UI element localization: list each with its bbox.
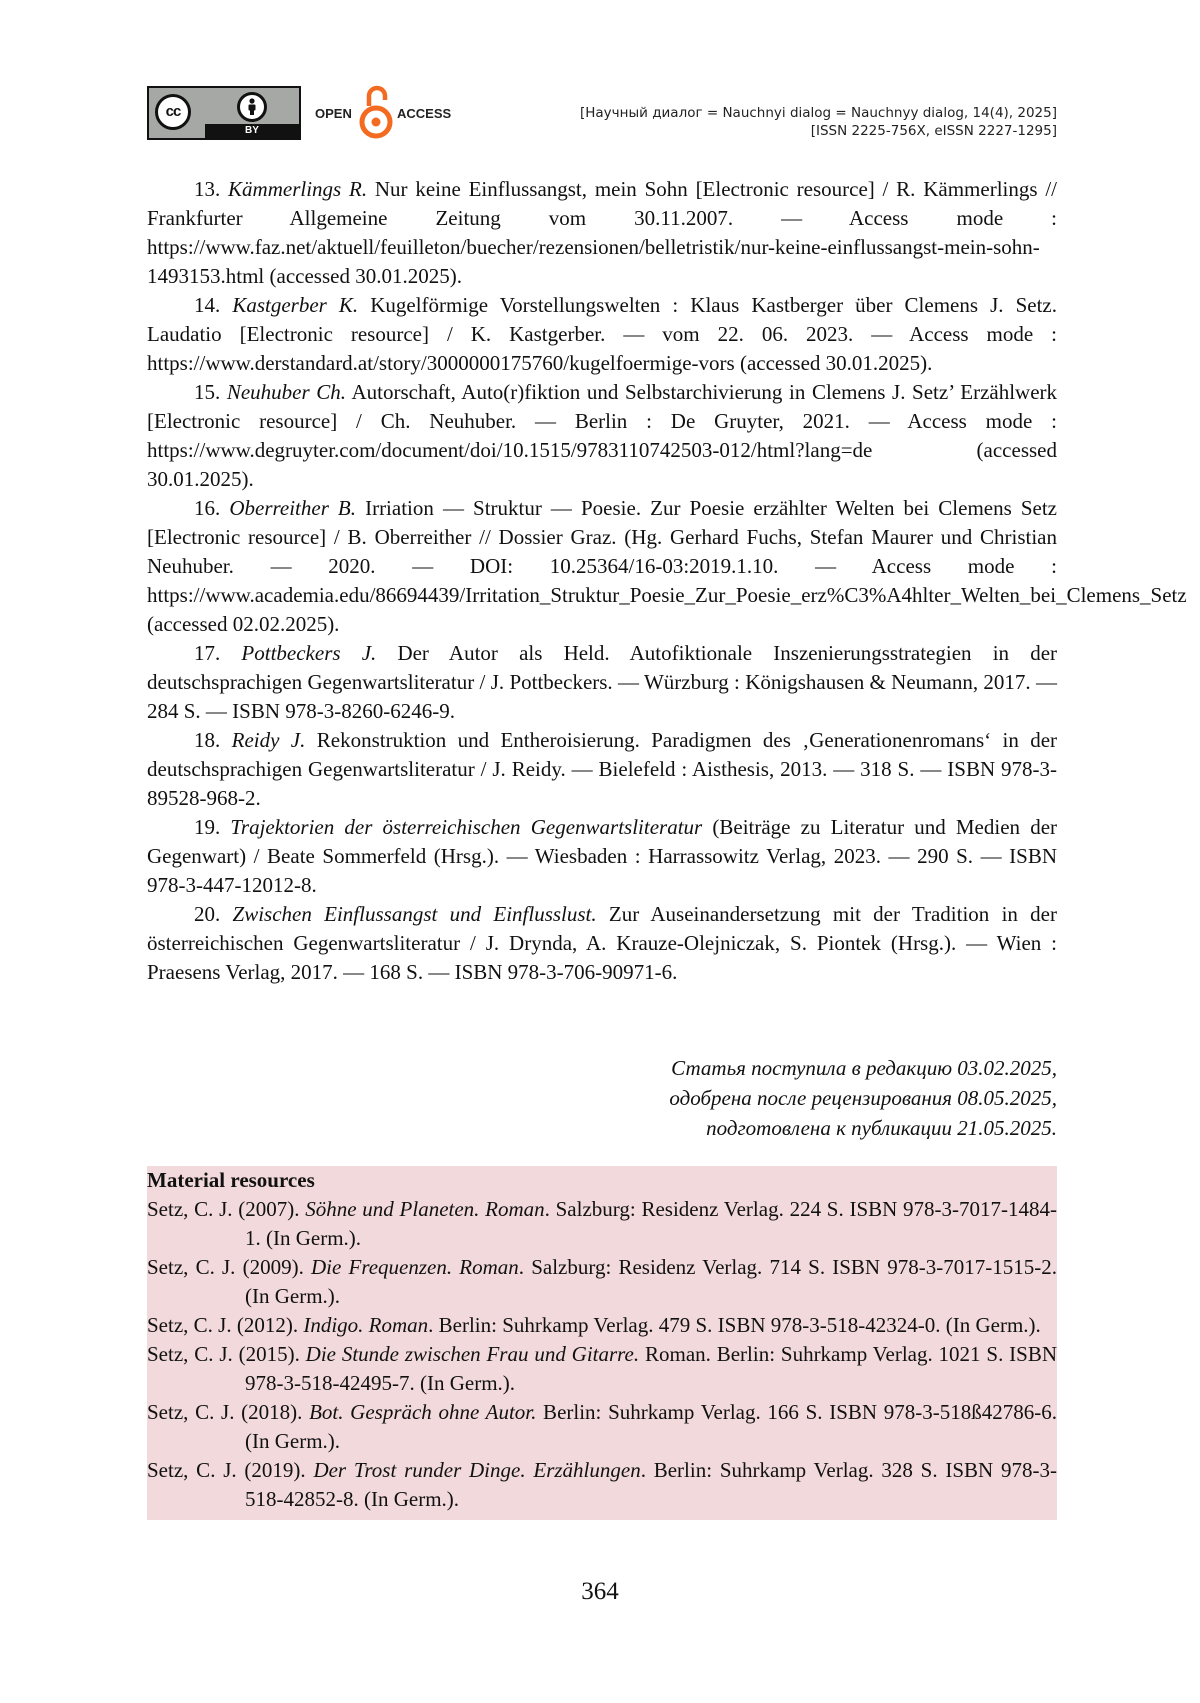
oa-open-label: OPEN — [315, 106, 352, 121]
reference-item: 14. Kastgerber K. Kugelförmige Vorstellungswelten : Klaus Kastberger über Clemens J. Setz. Laudatio [Electronic resource] / K. Kastgerber. — vom 22. 06. 2023. — Access mode : https://www.derstandard.at/story/3000000175760/kugelfoermige-vors (accessed 30.01.2025). — [147, 291, 1057, 378]
material-item: Setz, C. J. (2007). Söhne und Planeten. Roman. Salzburg: Residenz Verlag. 224 S. ISBN 978-3-7017-1484-1. (In Germ.). — [147, 1195, 1057, 1253]
journal-issn-line: [ISSN 2225-756X, eISSN 2227-1295] — [580, 122, 1057, 140]
open-access-logo — [315, 84, 465, 142]
reference-list — [147, 175, 1057, 987]
material-item: Setz, C. J. (2019). Der Trost runder Dinge. Erzählungen. Berlin: Suhrkamp Verlag. 328 S. ISBN 978-3-518-42852-8. (In Germ.). — [147, 1456, 1057, 1514]
journal-citation — [580, 104, 1057, 140]
attribution-icon — [237, 92, 267, 122]
page-header — [147, 84, 1057, 144]
cc-icon: cc — [155, 94, 191, 130]
cc-by-license-badge — [147, 86, 301, 140]
reference-item: 15. Neuhuber Ch. Autorschaft, Auto(r)fiktion und Selbstarchivierung in Clemens J. Setz’ Erzählwerk [Electronic resource] / Ch. Neuhuber. — Berlin : De Gruyter, 2021. — Access mode : https://www.degruyter.com/document/doi/10.1515/9783110742503-012/html?lang=de (accessed 30.01.2025). — [147, 378, 1057, 494]
page-number: 364 — [0, 1578, 1200, 1606]
open-lock-icon — [359, 84, 393, 140]
reference-item: 16. Oberreither B. Irriation — Struktur — Poesie. Zur Poesie erzählter Welten bei Clemens Setz [Electronic resource] / B. Oberreither // Dossier Graz. (Hg. Gerhard Fuchs, Stefan Maurer und Christian Neuhuber. — 2020. — DOI: 10.25364/16-03:2019.1.10. — Access mode : https://www.academia.edu/86694439/Irritation_Struktur_Poesie_Zur_Poesie_erz%C3%A4hlter_Welten_bei_Clemens_Setz (accessed 02.02.2025). — [147, 494, 1057, 639]
received-date: Статья поступила в редакцию 03.02.2025, — [147, 1053, 1057, 1083]
prepared-date: подготовлена к публикации 21.05.2025. — [147, 1113, 1057, 1143]
approved-date: одобрена после рецензирования 08.05.2025, — [147, 1083, 1057, 1113]
material-item: Setz, C. J. (2015). Die Stunde zwischen Frau und Gitarre. Roman. Berlin: Suhrkamp Verlag. 1021 S. ISBN 978-3-518-42495-7. (In Germ.). — [147, 1340, 1057, 1398]
reference-item: 20. Zwischen Einflussangst und Einflusslust. Zur Auseinandersetzung mit der Tradition in der österreichischen Gegenwartsliteratur / J. Drynda, A. Krauze-Olejniczak, S. Piontek (Hrsg.). — Wien : Praesens Verlag, 2017. — 168 S. — ISBN 978-3-706-90971-6. — [147, 900, 1057, 987]
by-label: BY — [205, 124, 299, 138]
material-item: Setz, C. J. (2018). Bot. Gespräch ohne Autor. Berlin: Suhrkamp Verlag. 166 S. ISBN 978-3-518ß42786-6. (In Germ.). — [147, 1398, 1057, 1456]
reference-item: 19. Trajektorien der österreichischen Gegenwartsliteratur (Beiträge zu Literatur und Medien der Gegenwart) / Beate Sommerfeld (Hrsg.). — Wiesbaden : Harrassowitz Verlag, 2023. — 290 S. — ISBN 978-3-447-12012-8. — [147, 813, 1057, 900]
material-item: Setz, C. J. (2012). Indigo. Roman. Berlin: Suhrkamp Verlag. 479 S. ISBN 978-3-518-42324-0. (In Germ.). — [147, 1311, 1057, 1340]
reference-item: 13. Kämmerlings R. Nur keine Einflussangst, mein Sohn [Electronic resource] / R. Kämmerlings // Frankfurter Allgemeine Zeitung vom 30.11.2007. — Access mode : https://www.faz.net/aktuell/feuilleton/buecher/rezensionen/belletristik/nur-keine-einflussangst-mein-sohn-1493153.html (accessed 30.01.2025). — [147, 175, 1057, 291]
reference-item: 18. Reidy J. Rekonstruktion und Entheroisierung. Paradigmen des ‚Generationenromans‘ in der deutschsprachigen Gegenwartsliteratur / J. Reidy. — Bielefeld : Aisthesis, 2013. — 318 S. — ISBN 978-3-89528-968-2. — [147, 726, 1057, 813]
material-heading: Material resources — [147, 1166, 1057, 1195]
reference-item: 17. Pottbeckers J. Der Autor als Held. Autofiktionale Inszenierungsstrategien in der deutschsprachigen Gegenwartsliteratur / J. Pottbeckers. — Würzburg : Königshausen & Neumann, 2017. — 284 S. — ISBN 978-3-8260-6246-9. — [147, 639, 1057, 726]
material-item: Setz, C. J. (2009). Die Frequenzen. Roman. Salzburg: Residenz Verlag. 714 S. ISBN 978-3-7017-1515-2. (In Germ.). — [147, 1253, 1057, 1311]
oa-access-label: ACCESS — [397, 106, 451, 121]
submission-dates — [147, 1053, 1057, 1143]
material-resources — [147, 1166, 1057, 1520]
journal-title-line: [Научный диалог = Nauchnyi dialog = Nauchnyy dialog, 14(4), 2025] — [580, 104, 1057, 122]
